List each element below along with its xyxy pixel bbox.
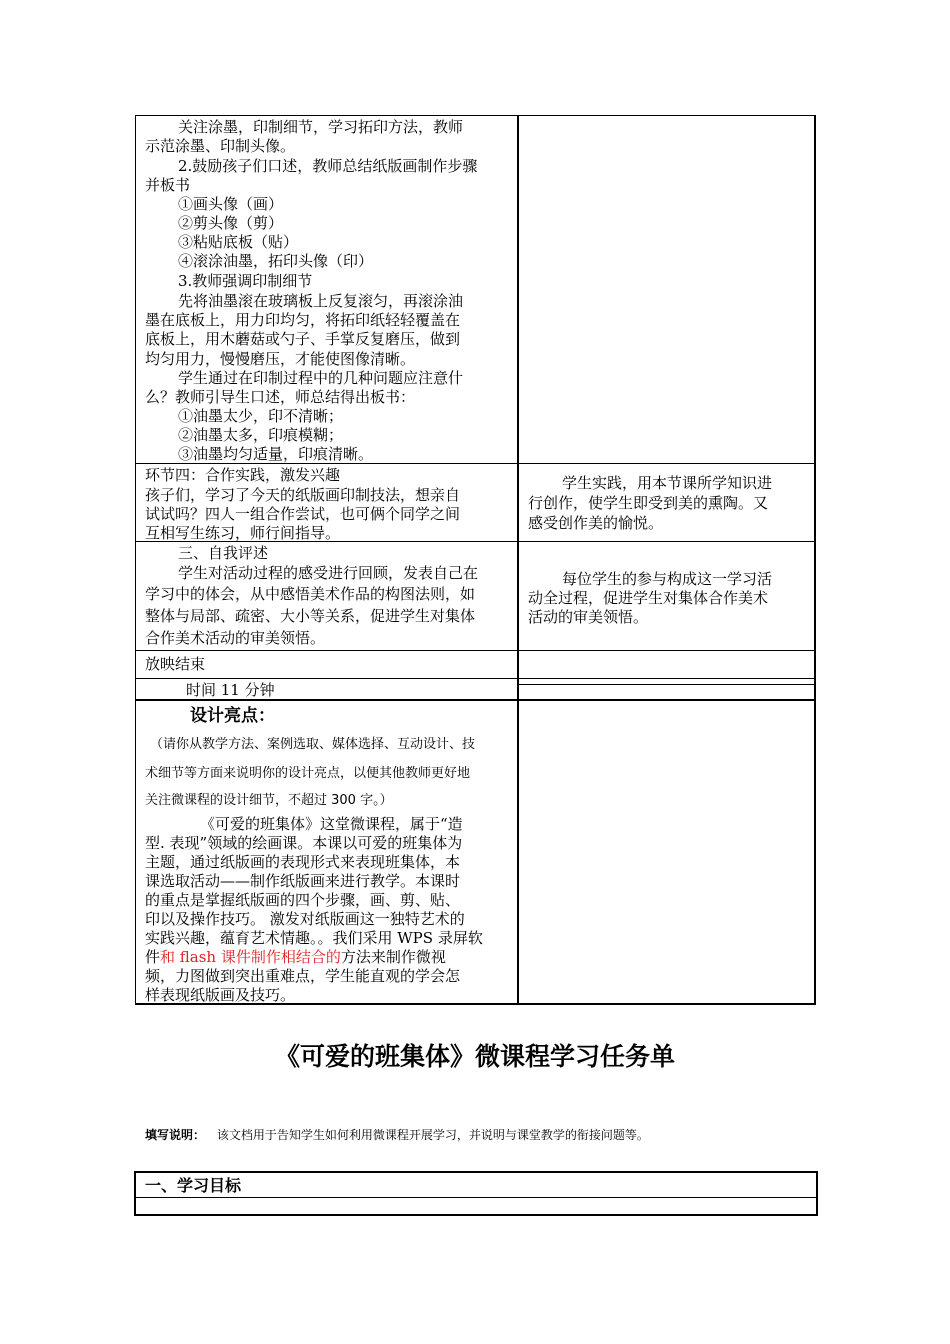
row1-line: 2.鼓励孩子们口述，教师总结纸版画制作步骤: [178, 157, 478, 175]
design-red-suffix: 方法来制作微视: [340, 948, 446, 966]
design-body-line: 《可爱的班集体》这堂微课程，属于“造: [200, 815, 463, 833]
row3-left-line: 学生对活动过程的感受进行回顾，发表自己在: [178, 564, 479, 582]
design-body-line: 主题，通过纸版画的表现形式来表现班集体，本: [145, 853, 461, 871]
row2-left-line: 孩子们，学习了今天的纸版画印制技法，想亲自: [145, 486, 461, 504]
row1-line: 么？教师引导生口述，师总结得出板书：: [145, 388, 416, 406]
duration-text: 时间 11 分钟: [186, 681, 275, 699]
design-instruction-line: 关注微课程的设计细节，不超过 300 字。）: [145, 793, 393, 808]
design-body-line: 的重点是掌握纸版画的四个步骤，画、剪、贴、: [145, 891, 461, 909]
row1-line: ②油墨太多，印痕模糊；: [178, 426, 344, 444]
table-border-right: [814, 115, 816, 1005]
row3-right-line: 每位学生的参与构成这一学习活: [562, 570, 773, 588]
row2-right-line: 学生实践，用本节课所学知识进: [562, 474, 773, 492]
row3-right-line: 动全过程，促进学生对集体合作美术: [528, 589, 769, 607]
fill-instruction: [145, 1127, 649, 1143]
row2-left-line: 环节四：合作实践，激发兴趣: [145, 466, 341, 484]
row1-line: ①油墨太少，印不清晰；: [178, 407, 344, 425]
table-border-left: [135, 115, 136, 1005]
row1-line: ②剪头像（剪）: [178, 214, 284, 232]
row3-left-line: 合作美术活动的审美领悟。: [145, 629, 326, 647]
design-highlights-title: 设计亮点：: [190, 706, 275, 726]
fill-instruction-label: 填写说明：: [145, 1128, 206, 1142]
design-body-line: 频，力图做到突出重难点，学生能直观的学会怎: [145, 967, 461, 985]
table-row-divider-5: [519, 684, 816, 685]
row1-line: 墨在底板上，用力印均匀，将拓印纸轻轻覆盖在: [145, 311, 461, 329]
design-body-line: 课选取活动——制作纸版画来进行教学。本课时: [145, 872, 461, 890]
table-row-divider-4: [135, 678, 816, 679]
row1-line: 底板上，用木蘑菇或勺子、手掌反复磨压，做到: [145, 330, 461, 348]
design-body-line: 样表现纸版画及技巧。: [145, 986, 296, 1004]
row3-right-line: 活动的审美领悟。: [528, 608, 649, 626]
row3-left-line: 学习中的体会，从中感悟美术作品的构图法则，如: [145, 585, 476, 603]
fill-instruction-text: 该文档用于告知学生如何利用微课程开展学习，并说明与课堂教学的衔接问题等。: [216, 1128, 649, 1142]
row1-line: 均匀用力，慢慢磨压，才能使图像清晰。: [145, 350, 416, 368]
row1-line: 关注涂墨，印制细节，学习拓印方法，教师: [178, 118, 464, 136]
row1-line: 示范涂墨、印制头像。: [145, 137, 296, 155]
screening-end-text: 放映结束: [145, 655, 206, 673]
row1-line: ①画头像（画）: [178, 195, 284, 213]
row3-left-line: 三、自我评述: [178, 544, 269, 562]
learning-goals-heading: 一、学习目标: [145, 1176, 242, 1195]
design-red-highlight: 和 flash 课件制作相结合的: [160, 948, 341, 966]
row1-line: 学生通过在印制过程中的几种问题应注意什: [178, 369, 464, 387]
row1-line: 3.教师强调印制细节: [178, 272, 313, 290]
design-body-line: 印以及操作技巧。 激发对纸版画这一独特艺术的: [145, 910, 465, 928]
row2-right-line: 感受创作美的愉悦。: [528, 514, 664, 532]
design-body-line: 实践兴趣，蕴育艺术情趣。。我们采用 WPS 录屏软: [145, 929, 483, 947]
row3-left-line: 整体与局部、疏密、大小等关系，促进学生对集体: [145, 607, 476, 625]
table-border-top: [135, 115, 816, 116]
row1-line: 并板书: [145, 176, 191, 194]
design-red-prefix: 件: [145, 948, 161, 966]
row1-line: 先将油墨滚在玻璃板上反复滚匀，再滚涂油: [178, 292, 464, 310]
table-column-divider: [517, 115, 519, 1005]
design-instruction-line: 术细节等方面来说明你的设计亮点，以便其他教师更好地: [145, 766, 471, 781]
row2-left-line: 试试吗？四人一组合作尝试，也可俩个同学之间: [145, 505, 461, 523]
row1-line: ③粘贴底板（贴）: [178, 233, 299, 251]
design-body-line-mixed: [145, 948, 446, 967]
design-body-line: 型. 表现”领域的绘画课。本课以可爱的班集体为: [145, 834, 463, 852]
row1-line: ④滚涂油墨，拓印头像（印）: [178, 252, 374, 270]
learning-goals-header-divider: [136, 1197, 816, 1198]
design-instruction-line: （请你从教学方法、案例选取、媒体选择、互动设计、技: [150, 737, 476, 752]
row2-left-line: 互相写生练习，师行间指导。: [145, 524, 341, 542]
row1-line: ③油墨均匀适量，印痕清晰。: [178, 445, 374, 463]
row2-right-line: 行创作，使学生即受到美的熏陶。又: [528, 494, 769, 512]
task-sheet-title: 《可爱的班集体》微课程学习任务单: [274, 1042, 675, 1071]
table-row-divider-3: [135, 650, 816, 651]
